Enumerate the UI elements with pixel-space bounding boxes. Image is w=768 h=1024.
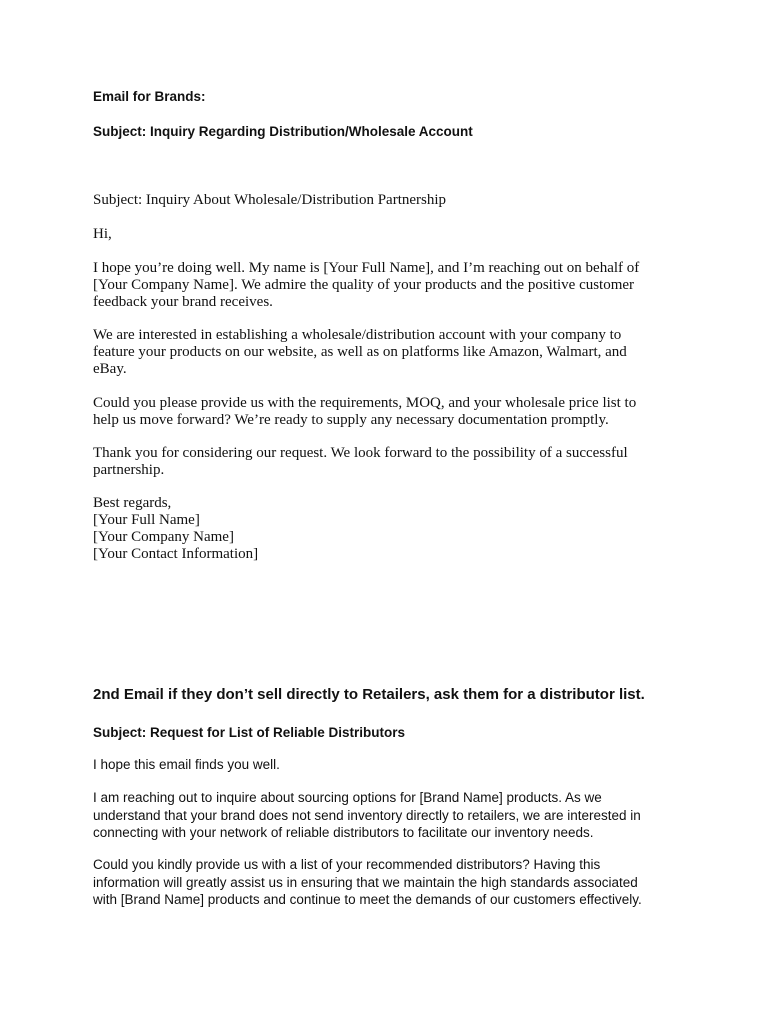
text-line: feedback your brand receives. bbox=[93, 294, 273, 310]
email-greeting: Hi, bbox=[93, 226, 112, 242]
text-line: Could you please provide us with the requirements, MOQ, and your wholesale price list to bbox=[93, 395, 637, 411]
text-line: eBay. bbox=[93, 361, 127, 377]
text-line: connecting with your network of reliable distributors to facilitate our inventory needs. bbox=[93, 825, 594, 840]
signoff-line: [Your Company Name] bbox=[93, 529, 234, 545]
text-line: understand that your brand does not send inventory directly to retailers, we are interested in bbox=[93, 807, 641, 823]
email-paragraph-intro bbox=[93, 260, 678, 311]
email-paragraph-interest bbox=[93, 327, 678, 378]
subject-line-distributors: Subject: Request for List of Reliable Distributors bbox=[93, 725, 406, 740]
text-line: with [Brand Name] products and continue to meet the demands of our customers effectively. bbox=[93, 892, 642, 907]
email-opening: I hope this email finds you well. bbox=[93, 757, 280, 772]
signoff-line: [Your Full Name] bbox=[93, 512, 200, 528]
text-line: partnership. bbox=[93, 462, 165, 478]
text-line: We are interested in establishing a wholesale/distribution account with your company to bbox=[93, 327, 622, 343]
text-line: Could you kindly provide us with a list of your recommended distributors? Having this bbox=[93, 857, 601, 872]
signoff-line: [Your Contact Information] bbox=[93, 546, 259, 562]
text-line: feature your products on our website, as well as on platforms like Amazon, Walmart, and bbox=[93, 344, 627, 360]
text-line: information will greatly assist us in ensuring that we maintain the high standards associated bbox=[93, 874, 638, 890]
signoff-line: Best regards, bbox=[93, 495, 172, 511]
email-paragraph-request bbox=[93, 395, 678, 429]
email-signoff bbox=[93, 495, 678, 563]
text-line: I hope you’re doing well. My name is [Your Full Name], and I’m reaching out on behalf of bbox=[93, 260, 640, 276]
text-line: help us move forward? We’re ready to supply any necessary documentation promptly. bbox=[93, 412, 609, 428]
text-line: Thank you for considering our request. We look forward to the possibility of a successful bbox=[93, 445, 628, 461]
email-paragraph-sourcing bbox=[93, 789, 678, 842]
subject-line-bold: Subject: Inquiry Regarding Distribution/Wholesale Account bbox=[93, 124, 473, 139]
section-heading-brands: Email for Brands: bbox=[93, 89, 206, 104]
section-heading-distributor-email: 2nd Email if they don’t sell directly to Retailers, ask them for a distributor list. bbox=[93, 686, 645, 703]
email-paragraph-list-request bbox=[93, 856, 678, 909]
email-subject-line: Subject: Inquiry About Wholesale/Distribution Partnership bbox=[93, 192, 447, 208]
text-line: [Your Company Name]. We admire the quality of your products and the positive customer bbox=[93, 277, 635, 293]
email-paragraph-thanks bbox=[93, 445, 678, 479]
text-line: I am reaching out to inquire about sourcing options for [Brand Name] products. As we bbox=[93, 790, 602, 805]
